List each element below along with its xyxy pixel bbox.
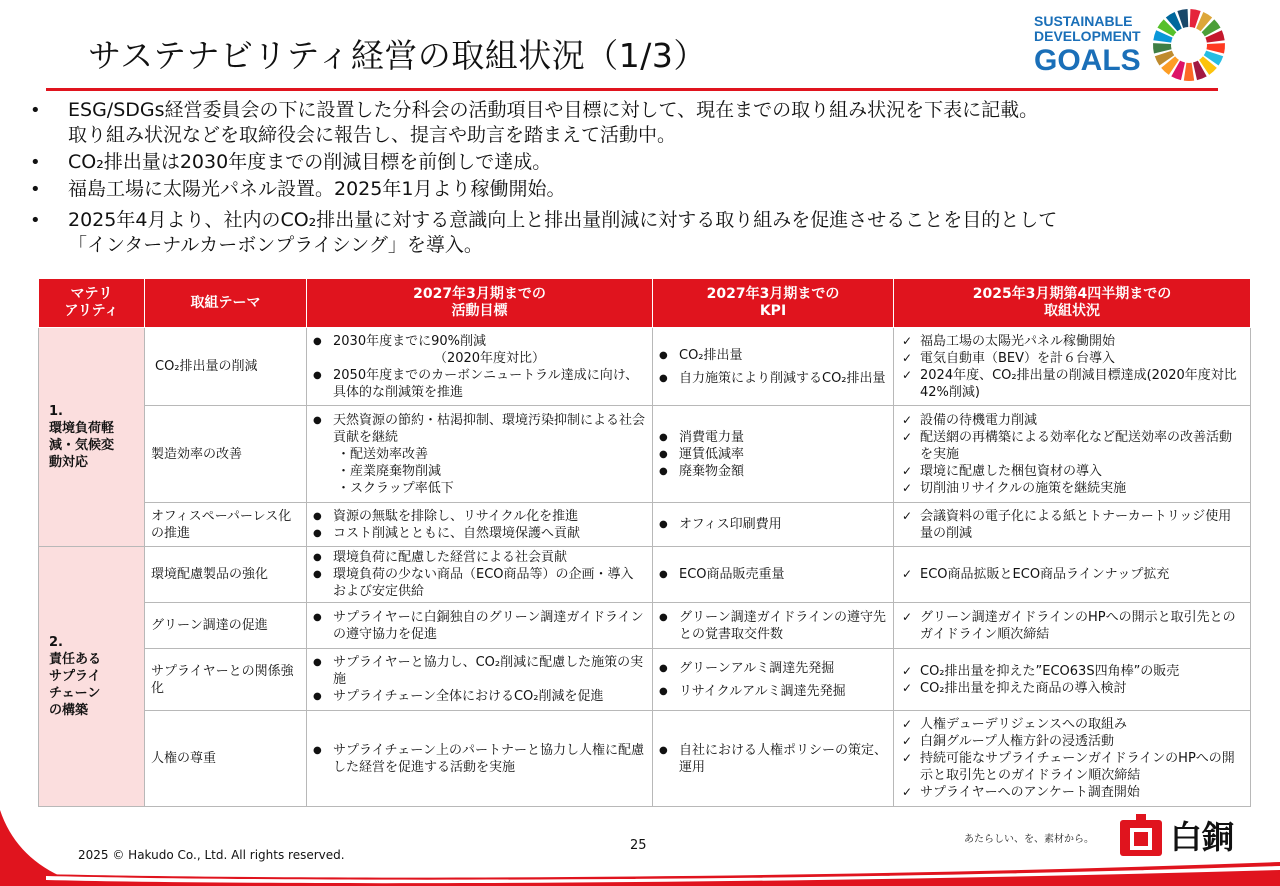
theme-text: 人権の尊重 (151, 751, 217, 766)
status-cell (894, 406, 1251, 503)
page-number: 25 (630, 838, 647, 853)
status-text: 人権デューデリジェンスへの取組み (920, 717, 1127, 732)
theme-text: オフィスペーパーレス化の推進 (151, 508, 292, 541)
status-cell (894, 603, 1251, 649)
goal-text: 天然資源の節約・枯渇抑制、環境汚染抑制による社会貢献を継続 (333, 412, 646, 445)
header-text: 取組テーマ (190, 294, 261, 311)
goal-text: サプライチェーン上のパートナーと協力し人権に配慮した経営を促進する活動を実施 (333, 742, 644, 775)
list-item (900, 609, 1244, 643)
theme-cell (145, 328, 307, 406)
bullet-item (30, 150, 1250, 175)
category-label: 動対応 (49, 455, 89, 470)
list-item (659, 429, 887, 446)
status-text: 環境に配慮した梱包資材の導入 (920, 463, 1103, 479)
table-row (39, 711, 1251, 807)
goal-cell (307, 547, 653, 603)
header-text: KPI (759, 303, 787, 319)
list-item (900, 566, 1244, 583)
goal-text: 2030年度までに90%削減 (333, 333, 486, 349)
list-item (313, 609, 646, 643)
bullet-text: ESG/SDGs経営委員会の下に設置した分科会の活動項目や目標に対して、現在までの取り組み状況を下表に記載。 (68, 99, 1039, 121)
goal-text: ・配送効率改善 (337, 446, 429, 462)
list-item (659, 566, 887, 583)
kpi-text: ECO商品販売重量 (679, 567, 785, 582)
list-item (900, 750, 1244, 784)
bullet-text: 2025年4月より、社内のCO₂排出量に対する意識向上と排出量削減に対する取り組みを促進させることを目的として (68, 209, 1058, 231)
status-text: 設備の待機電力削減 (920, 412, 1038, 428)
list-item (313, 333, 646, 367)
kpi-text: リサイクルアルミ調達先発掘 (679, 683, 846, 699)
list-item (659, 683, 887, 700)
list-item (900, 508, 1244, 542)
bullet-text: 「インターナルカーボンプライシング」を導入。 (68, 234, 483, 256)
header-text: 2027年3月期までの (706, 286, 840, 302)
sustainability-table (38, 278, 1251, 807)
theme-text: 製造効率の改善 (151, 446, 243, 462)
goal-text: 資源の無駄を排除し、リサイクル化を推進 (333, 508, 579, 524)
status-cell (894, 503, 1251, 547)
kpi-text: 廃棄物金額 (679, 463, 745, 479)
category-number: 1. (49, 404, 63, 419)
status-text: 白銅グループ人権方針の浸透活動 (920, 734, 1114, 749)
header-kpi (653, 279, 894, 328)
sdg-line-2: DEVELOPMENT (1034, 28, 1141, 44)
kpi-text: 運賃低減率 (679, 446, 745, 462)
company-name: 白銅 (1170, 818, 1235, 856)
theme-cell (145, 547, 307, 603)
bullet-text: 福島工場に太陽光パネル設置。2025年1月より稼働開始。 (68, 178, 566, 200)
category-label: 環境負荷軽 (49, 421, 115, 436)
goal-cell (307, 503, 653, 547)
list-item (313, 525, 646, 542)
status-text: 持続可能なサプライチェーンガイドラインのHPへの開示と取引先とのガイドライン順次締結 (920, 751, 1235, 783)
status-text: サプライヤーへのアンケート調査開始 (920, 785, 1140, 800)
header-text: マテリ (70, 286, 113, 302)
sdg-wheel-icon (1152, 8, 1226, 82)
table-header-row (39, 279, 1251, 328)
page-title: サステナビリティ経営の取組状況（1/3） (88, 36, 707, 75)
status-text: グリーン調達ガイドラインのHPへの開示と取引先とのガイドライン順次締結 (920, 609, 1236, 642)
goal-text: サプライヤーに白銅独自のグリーン調達ガイドラインの遵守協力を促進 (333, 609, 644, 642)
category-label: サプライ (49, 669, 101, 684)
table-row (39, 547, 1251, 603)
status-text: 切削油リサイクルの施策を継続実施 (920, 480, 1127, 496)
status-cell (894, 547, 1251, 603)
header-text: 活動目標 (451, 303, 508, 319)
list-item (659, 516, 887, 533)
status-cell (894, 649, 1251, 711)
status-cell (894, 711, 1251, 807)
list-item (900, 367, 1244, 401)
list-item (900, 333, 1244, 350)
sdg-logo-text (1034, 14, 1141, 44)
goal-text: 環境負荷の少ない商品（ECO商品等）の企画・導入および安定供給 (333, 567, 634, 599)
bullet-item (30, 208, 1250, 258)
kpi-text: グリーン調達ガイドラインの遵守先との覚書取交件数 (679, 609, 886, 642)
status-text: 福島工場の太陽光パネル稼働開始 (920, 333, 1116, 349)
header-materiality (39, 279, 145, 328)
theme-text: CO₂排出量の削減 (155, 359, 258, 374)
list-item (900, 716, 1244, 733)
table-row (39, 603, 1251, 649)
kpi-cell (653, 603, 894, 649)
list-item (659, 446, 887, 463)
list-item (900, 350, 1244, 367)
list-item (659, 370, 887, 387)
header-goal (307, 279, 653, 328)
kpi-text: 自力施策により削減するCO₂排出量 (679, 370, 886, 386)
status-text: 電気自動車（BEV）を計６台導入 (920, 350, 1116, 366)
list-item (313, 742, 646, 776)
list-item (900, 412, 1244, 429)
header-text: 取組状況 (1044, 303, 1100, 319)
theme-cell (145, 649, 307, 711)
list-item (313, 508, 646, 525)
list-item (900, 429, 1244, 463)
goal-cell (307, 649, 653, 711)
status-text: CO₂排出量を抑えた商品の導入検討 (920, 680, 1127, 696)
theme-text: グリーン調達の促進 (151, 618, 268, 633)
category-label: 責任ある (49, 652, 102, 667)
goal-text: コスト削減とともに、自然環境保護へ貢献 (333, 525, 581, 541)
goal-text: （2020年度対比） (433, 350, 546, 366)
bullet-text: 取り組み状況などを取締役会に報告し、提言や助言を踏まえて活動中。 (68, 124, 677, 146)
kpi-cell (653, 328, 894, 406)
list-item (659, 660, 887, 677)
list-item (900, 784, 1244, 801)
header-theme (145, 279, 307, 328)
category-label: の構築 (49, 703, 89, 718)
theme-text: 環境配慮製品の強化 (151, 567, 269, 582)
list-item (900, 480, 1244, 497)
list-item (900, 680, 1244, 697)
theme-cell (145, 711, 307, 807)
header-text: アリティ (64, 303, 119, 319)
list-item (313, 412, 646, 497)
sdg-line-1: SUSTAINABLE (1034, 13, 1133, 29)
list-item (900, 663, 1244, 680)
status-text: 2024年度、CO₂排出量の削減目標達成(2020年度対比42%削減) (920, 367, 1237, 400)
table-row (39, 503, 1251, 547)
list-item (313, 688, 646, 705)
list-item (313, 549, 646, 566)
theme-cell (145, 406, 307, 503)
goal-text: 2050年度までのカーボンニュートラル達成に向け、具体的な削減策を推進 (333, 367, 639, 400)
list-item (900, 463, 1244, 480)
goal-text: 環境負荷に配慮した経営による社会貢献 (333, 550, 568, 565)
hakudo-logo-icon (1118, 812, 1164, 858)
sdg-goals-text: GOALS (1034, 44, 1141, 77)
kpi-cell (653, 503, 894, 547)
table-row (39, 649, 1251, 711)
category-supply-chain (39, 547, 145, 807)
bullet-text: CO₂排出量は2030年度までの削減目標を前倒しで達成。 (68, 151, 552, 173)
goal-cell (307, 406, 653, 503)
list-item (659, 347, 887, 364)
kpi-cell (653, 649, 894, 711)
goal-text: ・スクラップ率低下 (337, 480, 454, 496)
goal-text: サプライヤーと協力し、CO₂削減に配慮した施策の実施 (333, 655, 644, 687)
status-text: CO₂排出量を抑えた”ECO63S四角棒”の販売 (920, 663, 1180, 679)
theme-cell (145, 503, 307, 547)
goal-cell (307, 711, 653, 807)
status-text: 配送網の再構築による効率化など配送効率の改善活動を実施 (920, 429, 1233, 462)
kpi-text: グリーンアルミ調達先発掘 (679, 660, 835, 676)
sdg-wheel-segment (1184, 63, 1194, 81)
category-number: 2. (49, 635, 63, 650)
status-text: ECO商品拡販とECO商品ラインナップ拡充 (920, 567, 1170, 582)
title-underline (46, 88, 1218, 91)
bullet-item (30, 98, 1250, 148)
kpi-cell (653, 711, 894, 807)
list-item (313, 367, 646, 401)
status-text: 会議資料の電子化による紙とトナーカートリッジ使用量の削減 (920, 508, 1232, 541)
kpi-text: 自社における人権ポリシーの策定、運用 (679, 742, 888, 775)
list-item (659, 609, 887, 643)
bullet-item (30, 177, 1250, 202)
goal-cell (307, 328, 653, 406)
table-row (39, 328, 1251, 406)
kpi-cell (653, 406, 894, 503)
sdg-logo (1034, 8, 1226, 82)
kpi-cell (653, 547, 894, 603)
list-item (313, 654, 646, 688)
list-item (659, 742, 887, 776)
goal-cell (307, 603, 653, 649)
summary-bullets (30, 98, 1250, 260)
kpi-text: オフィス印刷費用 (679, 517, 782, 532)
list-item (659, 463, 887, 480)
category-label: 減・気候変 (49, 438, 115, 453)
status-cell (894, 328, 1251, 406)
list-item (313, 566, 646, 600)
table-row (39, 406, 1251, 503)
category-label: チェーン (49, 686, 101, 701)
theme-cell (145, 603, 307, 649)
theme-text: サプライヤーとの関係強化 (151, 663, 294, 696)
copyright-text: 2025 © Hakudo Co., Ltd. All rights reserved. (78, 848, 345, 862)
company-tagline: あたらしい、を、素材から。 (964, 834, 1094, 845)
header-text: 2025年3月期第4四半期までの (972, 286, 1172, 302)
kpi-text: 消費電力量 (679, 429, 745, 445)
category-environment (39, 328, 145, 547)
kpi-text: CO₂排出量 (679, 347, 743, 363)
goal-text: ・産業廃棄物削減 (337, 463, 442, 479)
list-item (900, 733, 1244, 750)
goal-text: サプライチェーン全体におけるCO₂削減を促進 (333, 689, 604, 704)
header-text: 2027年3月期までの (413, 286, 546, 302)
header-status (894, 279, 1251, 328)
